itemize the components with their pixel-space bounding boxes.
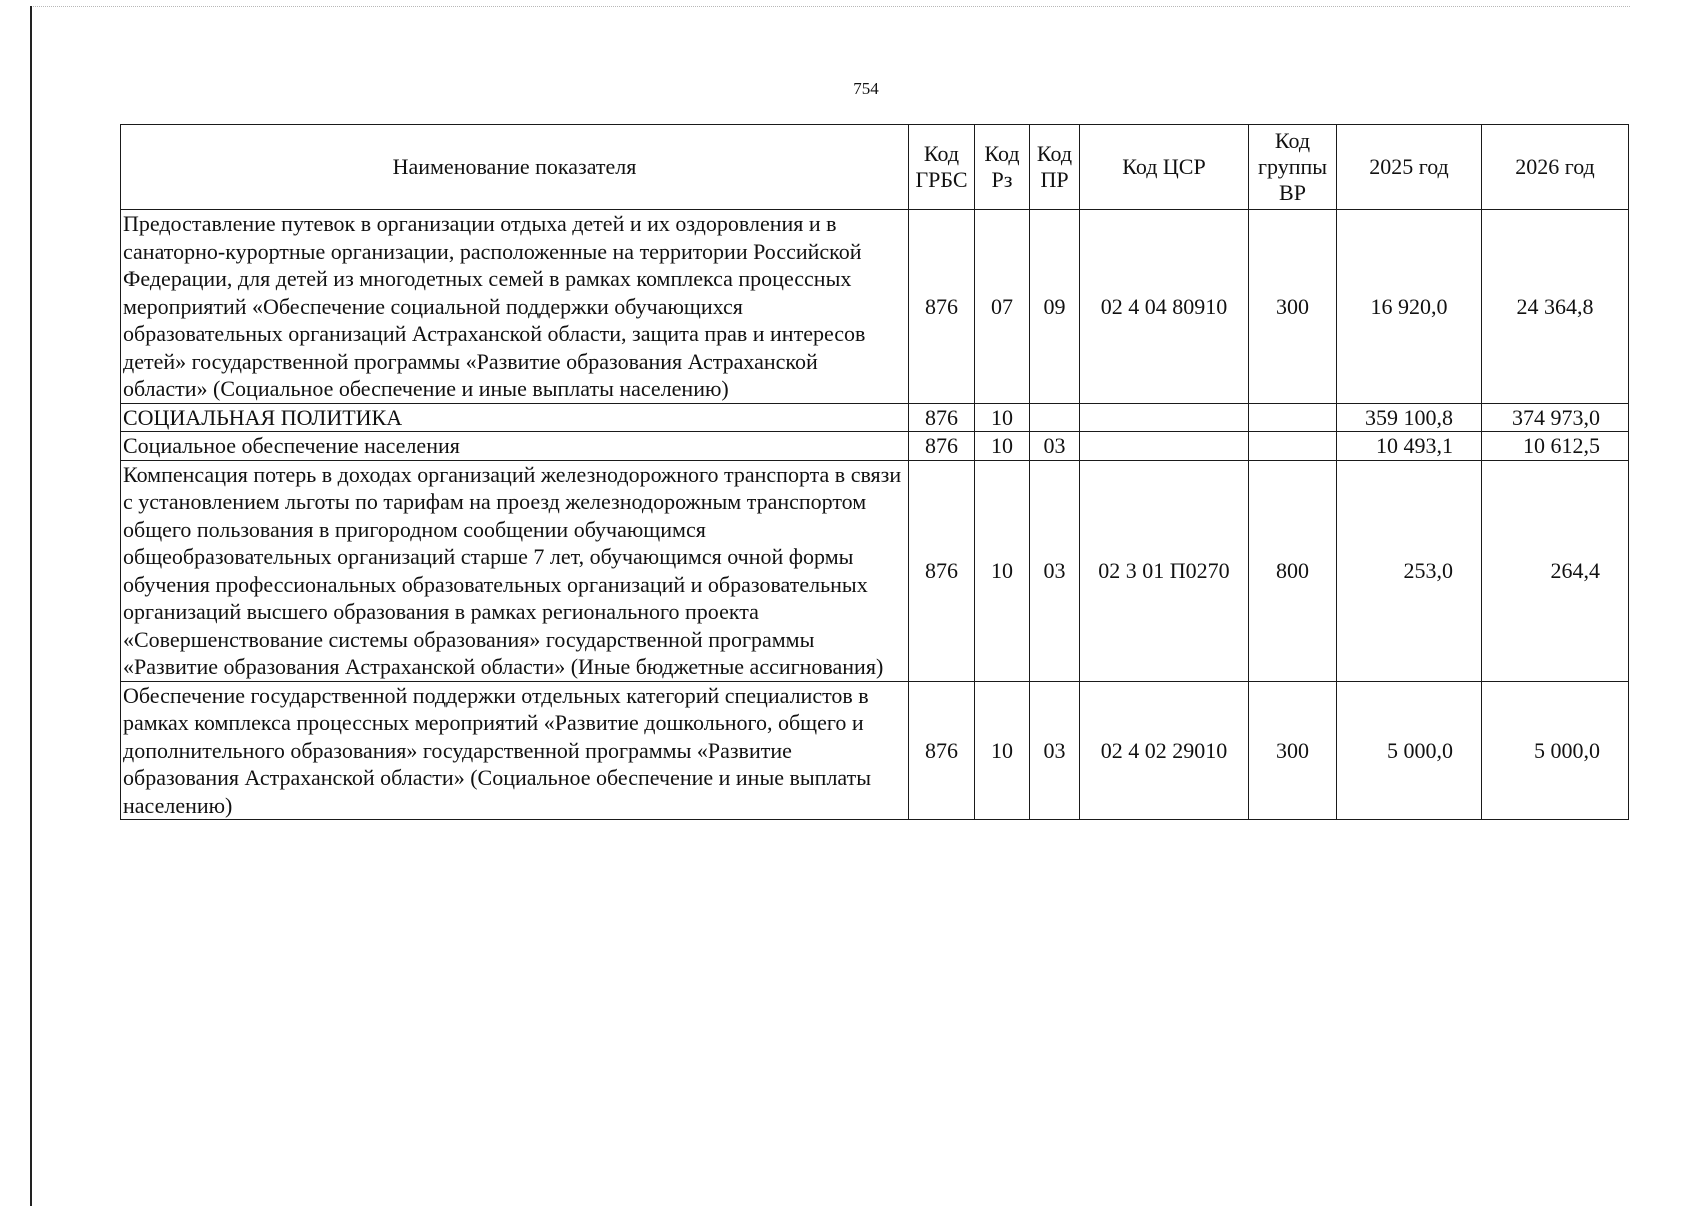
row-pr: 03 [1030, 432, 1080, 461]
row-2025: 253,0 [1337, 460, 1482, 681]
row-csr [1080, 403, 1249, 432]
table-row [121, 460, 1629, 681]
scan-border-left [30, 6, 32, 1206]
row-grbs: 876 [909, 210, 975, 404]
row-2025: 359 100,8 [1337, 403, 1482, 432]
row-vr [1249, 403, 1337, 432]
header-name: Наименование показателя [121, 125, 909, 210]
row-2026: 374 973,0 [1482, 403, 1629, 432]
table-row [121, 432, 1629, 461]
row-grbs: 876 [909, 460, 975, 681]
row-vr: 800 [1249, 460, 1337, 681]
budget-table [120, 124, 1629, 820]
row-grbs: 876 [909, 681, 975, 820]
table-body [121, 210, 1629, 820]
row-pr: 09 [1030, 210, 1080, 404]
row-rz: 10 [975, 681, 1030, 820]
row-vr: 300 [1249, 210, 1337, 404]
row-2025: 16 920,0 [1337, 210, 1482, 404]
row-grbs: 876 [909, 403, 975, 432]
header-rz: Код Рз [975, 125, 1030, 210]
row-vr: 300 [1249, 681, 1337, 820]
header-grbs: Код ГРБС [909, 125, 975, 210]
page-number: 754 [853, 79, 879, 98]
table-row [121, 403, 1629, 432]
row-2025: 10 493,1 [1337, 432, 1482, 461]
row-pr: 03 [1030, 681, 1080, 820]
row-2026: 24 364,8 [1482, 210, 1629, 404]
row-2026: 264,4 [1482, 460, 1629, 681]
header-csr: Код ЦСР [1080, 125, 1249, 210]
row-name: СОЦИАЛЬНАЯ ПОЛИТИКА [121, 403, 909, 432]
row-csr: 02 4 02 29010 [1080, 681, 1249, 820]
row-csr [1080, 432, 1249, 461]
row-pr: 03 [1030, 460, 1080, 681]
row-pr [1030, 403, 1080, 432]
table-row [121, 681, 1629, 820]
row-2026: 5 000,0 [1482, 681, 1629, 820]
row-csr: 02 4 04 80910 [1080, 210, 1249, 404]
table-header [121, 125, 1629, 210]
header-2025: 2025 год [1337, 125, 1482, 210]
row-name: Социальное обеспечение населения [121, 432, 909, 461]
row-grbs: 876 [909, 432, 975, 461]
row-csr: 02 3 01 П0270 [1080, 460, 1249, 681]
scan-border-top [30, 6, 1630, 7]
row-name: Предоставление путевок в организации отдыха детей и их оздоровления и в санаторно-курортные организации, расположенные на территории Российской Федерации, для детей из многодетных семей в рамках комплекса процессных мероприятий «Обеспечение социальной поддержки обучающихся образовательных организаций Астраханской области, защита прав и интересов детей» государственной программы «Развитие образования Астраханской области» (Социальное обеспечение и иные выплаты населению) [121, 210, 909, 404]
row-rz: 10 [975, 432, 1030, 461]
row-name: Обеспечение государственной поддержки отдельных категорий специалистов в рамках комплекса процессных мероприятий «Развитие дошкольного, общего и дополнительного образования» государственной программы «Развитие образования Астраханской области» (Социальное обеспечение и иные выплаты населению) [121, 681, 909, 820]
header-vr: Код группы ВР [1249, 125, 1337, 210]
row-rz: 10 [975, 460, 1030, 681]
row-vr [1249, 432, 1337, 461]
row-rz: 07 [975, 210, 1030, 404]
row-2025: 5 000,0 [1337, 681, 1482, 820]
row-rz: 10 [975, 403, 1030, 432]
header-pr: Код ПР [1030, 125, 1080, 210]
header-row [121, 125, 1629, 210]
row-name: Компенсация потерь в доходах организаций железнодорожного транспорта в связи с установлением льготы по тарифам на проезд железнодорожным транспортом общего пользования в пригородном сообщении обучающимся общеобразовательных организаций старше 7 лет, обучающимся очной формы обучения профессиональных образовательных организаций и образовательных организаций высшего образования в рамках регионального проекта «Совершенствование системы образования» государственной программы «Развитие образования Астраханской области» (Иные бюджетные ассигнования) [121, 460, 909, 681]
header-2026: 2026 год [1482, 125, 1629, 210]
row-2026: 10 612,5 [1482, 432, 1629, 461]
table-row [121, 210, 1629, 404]
